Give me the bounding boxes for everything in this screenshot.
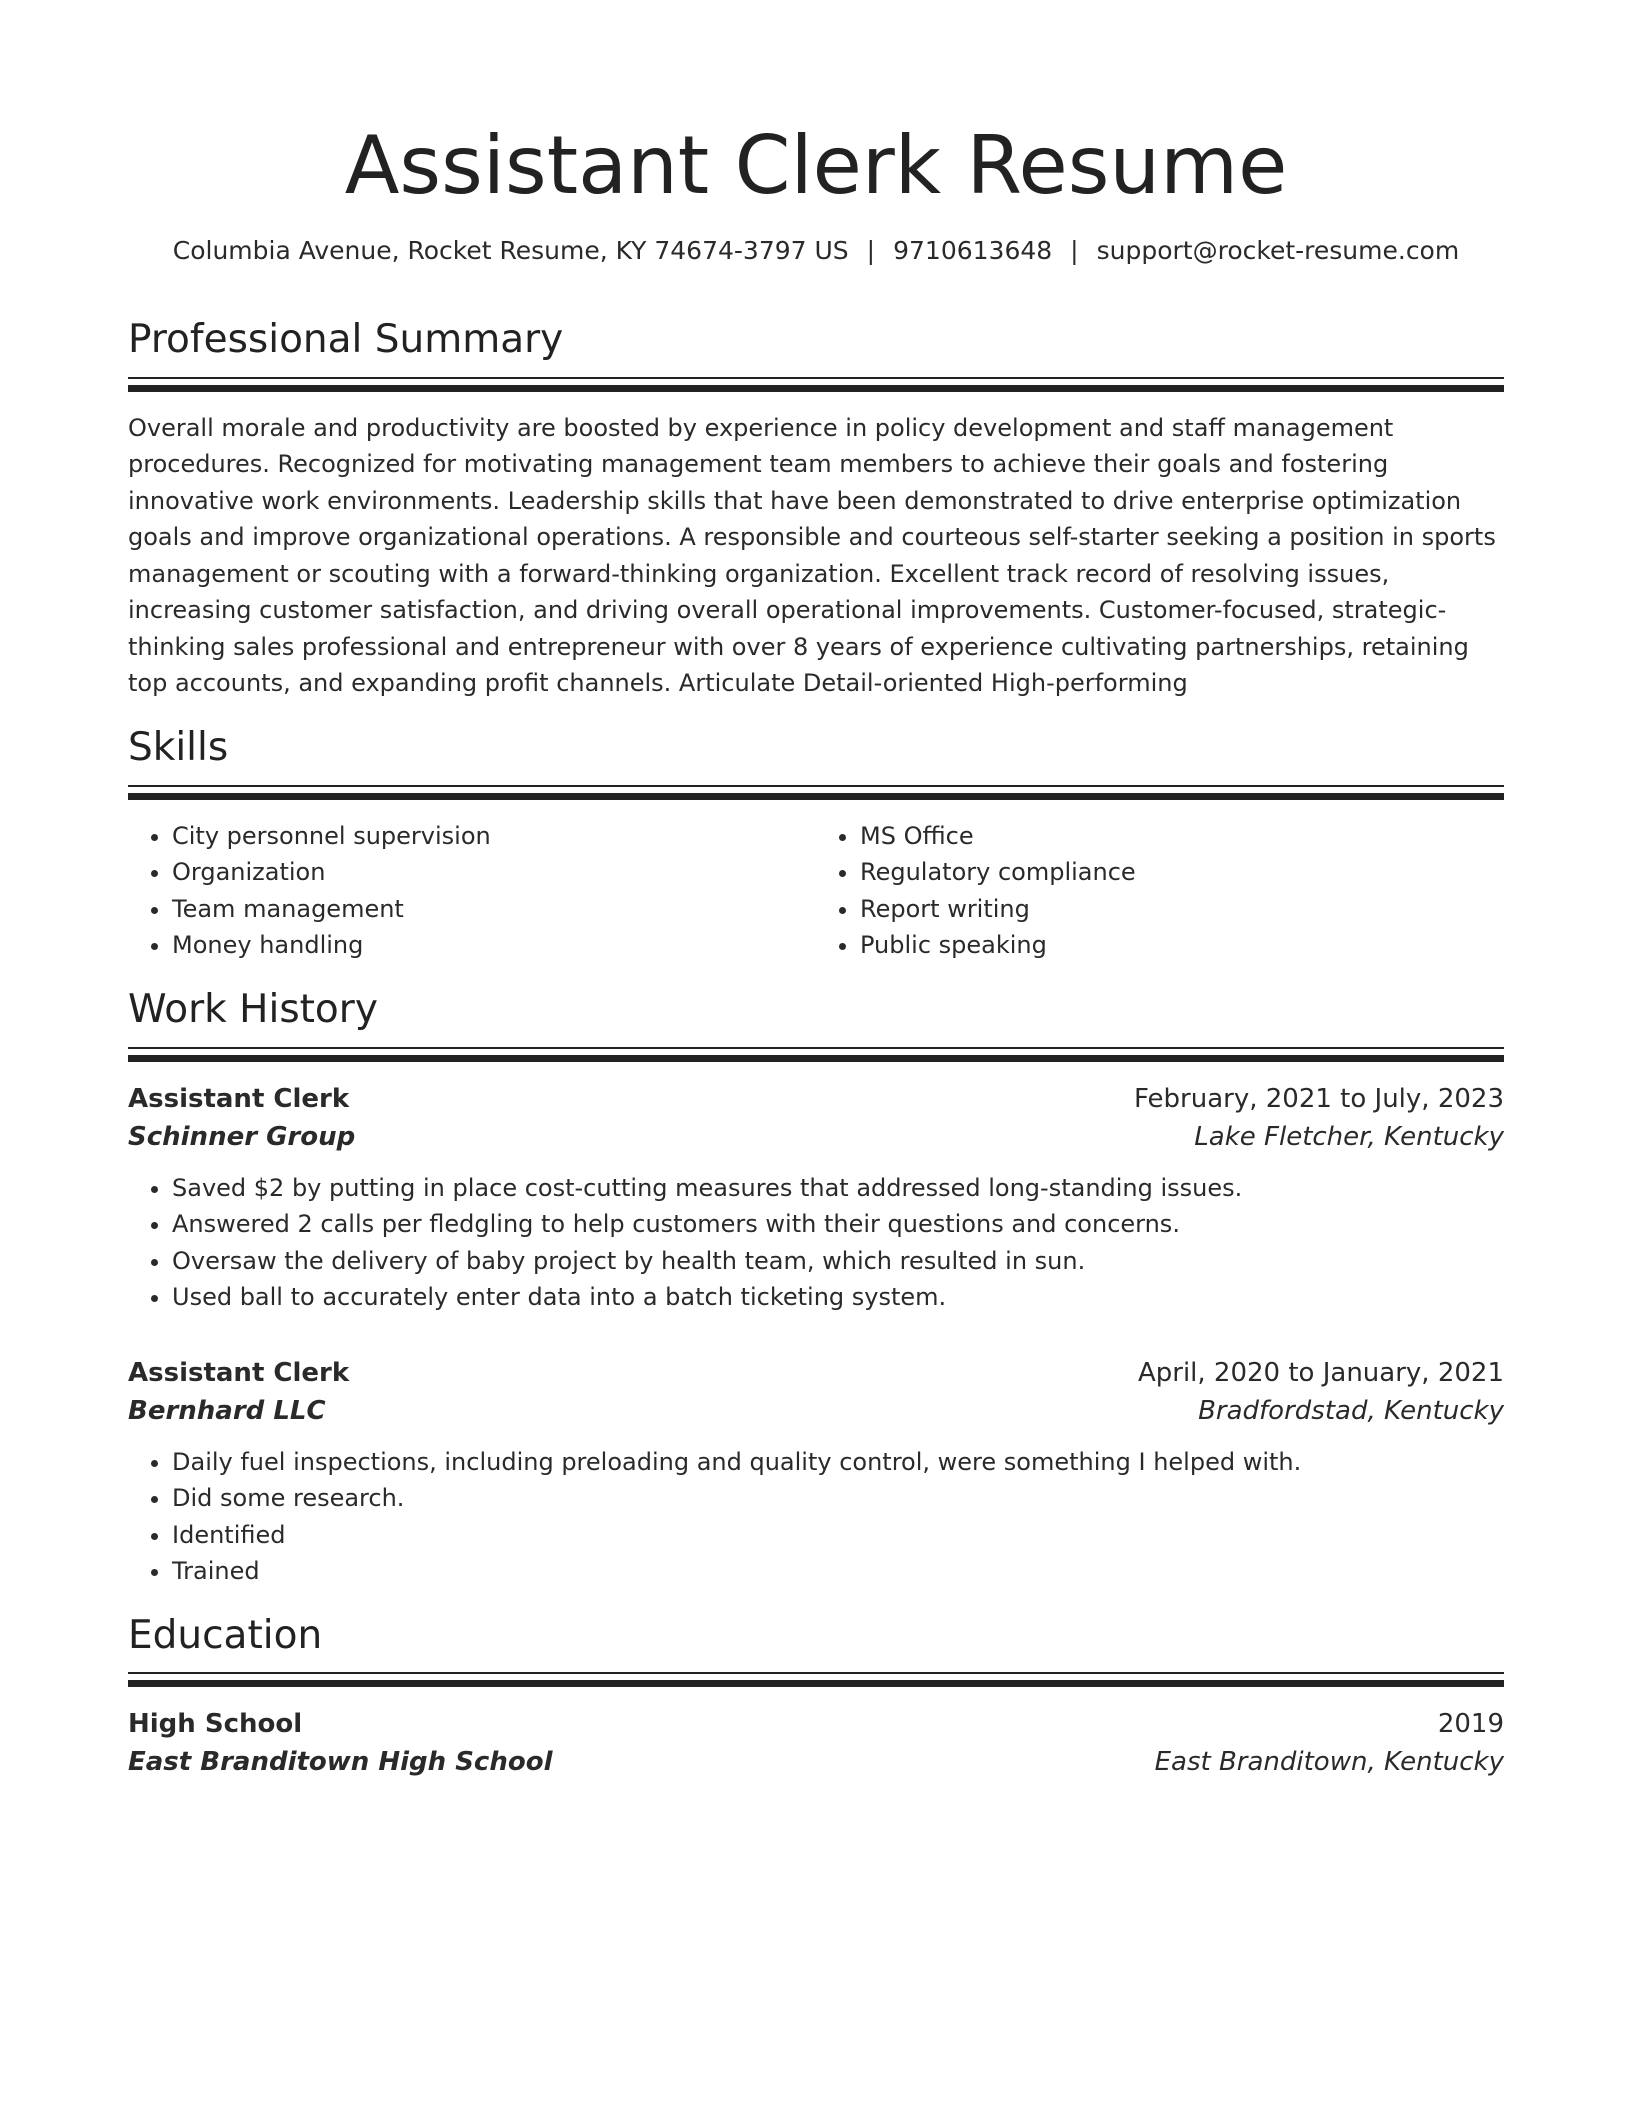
job-bullets: [128, 1170, 1504, 1316]
job-bullet: • Saved $2 by putting in place cost-cutting measures that addressed long-standing issues.: [172, 1170, 1504, 1207]
summary-text: Overall morale and productivity are boosted by experience in policy development and staff management procedures. Recognized for motivating management team members to achieve their goals and fostering innovative work environments. Leadership skills that have been demonstrated to drive enterprise optimization goals and improve organizational operations. A responsible and courteous self-starter seeking a position in sports management or scouting with a forward-thinking organization. Excellent track record of resolving issues, increasing customer satisfaction, and driving overall operational improvements. Customer-focused, strategic-thinking sales professional and entrepreneur with over 8 years of experience cultivating partnerships, retaining top accounts, and expanding profit channels. Articulate Detail-oriented High-performing: [128, 413, 1496, 698]
skill-item: • Public speaking: [860, 927, 1504, 964]
job-bullet: • Answered 2 calls per fledgling to help customers with their questions and concerns.: [172, 1206, 1504, 1243]
contact-address: Columbia Avenue, Rocket Resume, KY 74674-3797 US: [172, 236, 849, 265]
section-title-education: Education: [128, 1612, 323, 1658]
job-bullet: • Oversaw the delivery of baby project by health team, which resulted in sun.: [172, 1243, 1504, 1280]
skills-section: [128, 726, 1504, 964]
job-bullet: • Identified: [172, 1517, 1504, 1554]
education-location: East Branditown, Kentucky: [1154, 1747, 1504, 1778]
section-divider: [128, 377, 1504, 392]
job-dates: February, 2021 to July, 2023: [1134, 1083, 1504, 1114]
section-title-summary: Professional Summary: [128, 317, 564, 362]
job-bullets: [128, 1444, 1504, 1590]
skill-item: • City personnel supervision: [172, 818, 816, 855]
job-company-row: [128, 1392, 1504, 1430]
job-company-row: [128, 1118, 1504, 1156]
education-school: East Branditown High School: [128, 1747, 553, 1778]
job-header-row: [128, 1080, 1504, 1118]
section-title-skills: Skills: [128, 724, 229, 770]
job-bullet: • Did some research.: [172, 1480, 1504, 1517]
job-entry: [128, 1354, 1504, 1590]
job-bullet: • Trained: [172, 1553, 1504, 1590]
skill-item: • Money handling: [172, 927, 816, 964]
education-year: 2019: [1437, 1709, 1504, 1740]
job-location: Bradfordstad, Kentucky: [1198, 1395, 1504, 1426]
job-location: Lake Fletcher, Kentucky: [1194, 1121, 1504, 1152]
contact-email: support@rocket-resume.com: [1096, 236, 1460, 265]
job-bullet: • Used ball to accurately enter data into a batch ticketing system.: [172, 1279, 1504, 1316]
skills-list-right: [816, 818, 1504, 964]
job-dates: April, 2020 to January, 2021: [1137, 1357, 1504, 1388]
section-divider: [128, 785, 1504, 800]
contact-phone: 9710613648: [893, 236, 1053, 265]
contact-line: [128, 236, 1504, 266]
work-history-section: [128, 988, 1504, 1590]
section-divider: [128, 1047, 1504, 1062]
job-title: Assistant Clerk: [128, 1357, 350, 1388]
education-header-row: [128, 1705, 1504, 1743]
resume-title: Assistant Clerk Resume: [344, 119, 1288, 212]
education-school-row: [128, 1743, 1504, 1781]
skill-item: • MS Office: [860, 818, 1504, 855]
skills-list-left: [128, 818, 816, 964]
job-entry: [128, 1080, 1504, 1316]
skill-item: • Regulatory compliance: [860, 854, 1504, 891]
skill-item: • Organization: [172, 854, 816, 891]
contact-separator: |: [866, 236, 876, 265]
section-title-work-history: Work History: [128, 986, 378, 1032]
job-header-row: [128, 1354, 1504, 1392]
education-entry: [128, 1705, 1504, 1781]
summary-section: [128, 318, 1504, 702]
job-company: Schinner Group: [128, 1121, 356, 1152]
skills-grid: [128, 818, 1504, 964]
skill-item: • Report writing: [860, 891, 1504, 928]
job-title: Assistant Clerk: [128, 1083, 350, 1114]
education-section: [128, 1614, 1504, 1782]
education-degree: High School: [128, 1709, 303, 1740]
section-divider: [128, 1672, 1504, 1687]
contact-separator: |: [1070, 236, 1079, 265]
skill-item: • Team management: [172, 891, 816, 928]
job-bullet: • Daily fuel inspections, including preloading and quality control, were something I helped with.: [172, 1444, 1504, 1481]
job-company: Bernhard LLC: [128, 1395, 326, 1426]
